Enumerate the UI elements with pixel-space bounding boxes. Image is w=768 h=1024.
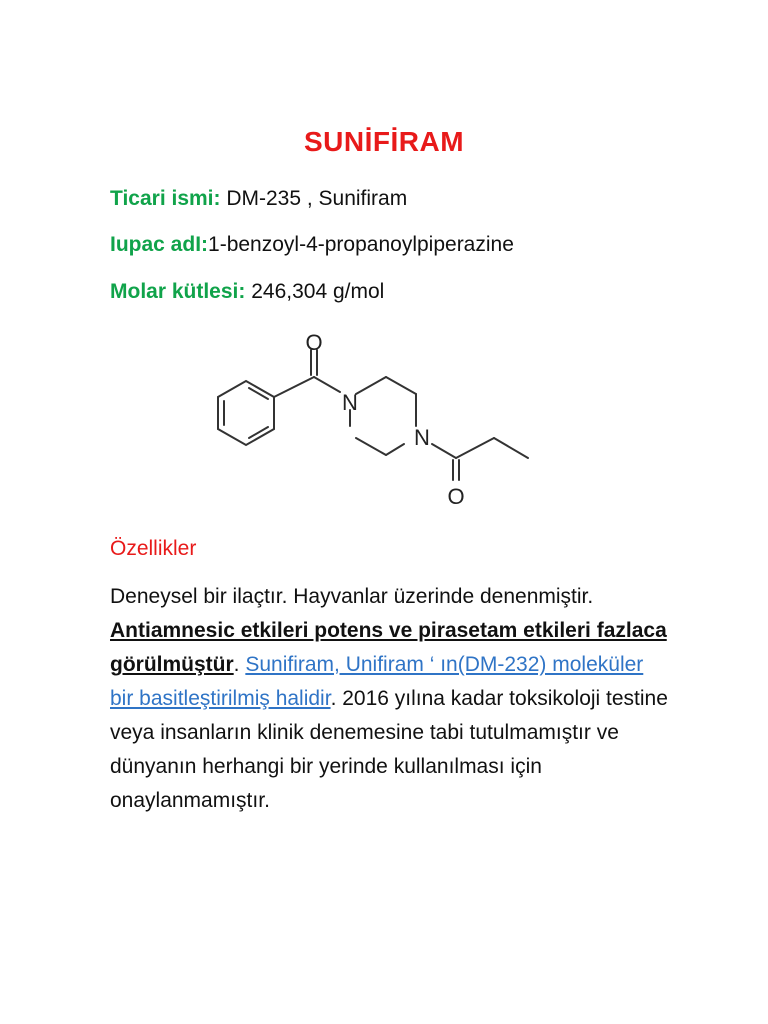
field-molar-mass-value: 246,304 g/mol	[245, 280, 385, 303]
paragraph-link[interactable]: Sunifiram, Unifiram ‘ ın(DM-232) moleküler bir basitleştirilmiş halidir	[110, 653, 644, 710]
atom-n-right: N	[414, 425, 430, 450]
atom-o-bottom: O	[447, 484, 465, 509]
paragraph-bold-emphasis: Antiamnesic etkileri potens ve pirasetam etkileri fazlaca görülmüştür	[110, 619, 667, 676]
section-title: Özellikler	[110, 537, 197, 560]
field-iupac-name	[110, 233, 514, 257]
field-molar-mass	[110, 280, 384, 304]
paragraph-text-1: Deneysel bir ilaçtır. Hayvanlar üzerinde denenmiştir.	[110, 585, 594, 608]
field-iupac-name-value: 1-benzoyl-4-propanoylpiperazine	[208, 233, 514, 256]
benzene-ring	[218, 381, 274, 445]
field-iupac-name-label: Iupac adI:	[110, 233, 209, 256]
field-trade-name-value: DM-235 , Sunifiram	[220, 187, 408, 210]
document-title: SUNİFİRAM	[303, 126, 465, 157]
field-trade-name-label: Ticari ismi:	[110, 187, 221, 210]
atom-n-left: N	[342, 390, 358, 415]
paragraph-text-3: . 2016 yılına kadar toksikoloji testine veya insanların klinik denemesine tabi tutulmamıştır ve dünyanın herhangi bir yerinde kullanılması için onaylanmamıştır.	[110, 687, 668, 812]
field-trade-name	[110, 187, 407, 211]
atom-o-top: O	[305, 330, 323, 355]
molecule-structure	[200, 330, 540, 510]
body-paragraph	[110, 580, 670, 818]
paragraph-text-2: .	[233, 653, 246, 676]
field-molar-mass-label: Molar kütlesi:	[110, 280, 246, 303]
